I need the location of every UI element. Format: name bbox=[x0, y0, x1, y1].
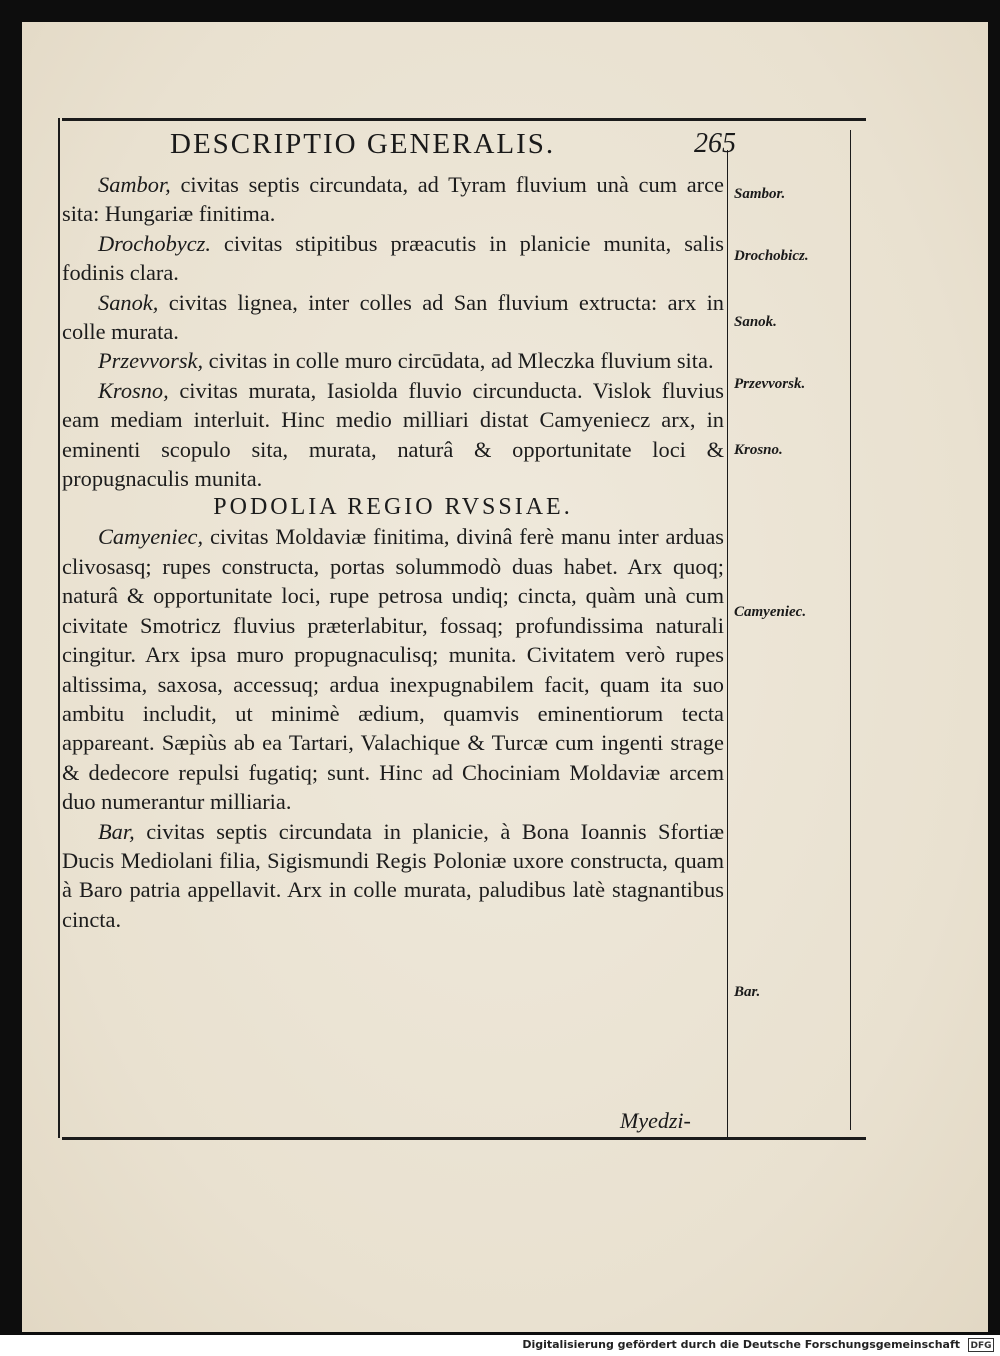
margin-note-sambor: Sambor. bbox=[734, 186, 786, 202]
paragraph-bar bbox=[62, 817, 724, 935]
paragraph-text: civitas Moldaviæ finitima, divinâ ferè manu inter arduas clivosasq; rupes constructa, portas solummodò duas habet. Arx quoq; naturâ & opportunitate loci, rupe petrosa undiq; cincta, quàm unà cum civitate Smotricz fluvius præterlabitur, fossaq; profundissima naturali cingitur. Arx ipsa muro propugnaculisq; munita. Civitatem verò rupes altissima, saxosa, accessuq; ardua inexpugnabilem facit, quam ita suo ambitu includit, ut minimè ædium, quamvis eminentiorum tecta appareant. Sæpiùs ab ea Tartari, Valachique & Turcæ cum ingenti strage & dedecore repulsi fugatiq; sunt. Hinc ad Chociniam Moldaviæ arcem duo numerantur milliaria. bbox=[62, 524, 724, 815]
margin-note-przevvorsk: Przevvorsk. bbox=[734, 376, 806, 392]
place-name: Sanok, bbox=[98, 289, 159, 315]
margin-note-drochobicz: Drochobicz. bbox=[734, 248, 809, 264]
main-text bbox=[62, 170, 724, 934]
place-name: Sambor, bbox=[98, 172, 171, 197]
paragraph-text: civitas septis circundata in planicie, à Bona Ioannis Sfortiæ Ducis Mediolani filia, Sigismundi Regis Poloniæ uxore constructa, quam à Baro patria appellavit. Arx in colle murata, paludibus latè stagnantibus cincta. bbox=[62, 818, 724, 932]
page-number: 265 bbox=[694, 128, 736, 159]
paragraph-text: civitas murata, Iasiolda fluvio circunducta. Vislok fluvius eam mediam interluit. Hinc medio milliari distat Camyeniecz arx, in eminenti scopulo sita, murata, naturâ & opportunitate loci & propugnaculis munita. bbox=[62, 377, 724, 492]
place-name: Przevvorsk, bbox=[98, 348, 204, 374]
dfg-logo: DFG bbox=[968, 1338, 994, 1352]
top-rule bbox=[62, 118, 866, 121]
paragraph-krosno bbox=[62, 376, 724, 494]
paragraph-text: civitas lignea, inter colles ad San fluvium extructa: arx in colle murata. bbox=[62, 289, 724, 345]
paragraph-text: civitas septis circundata, ad Tyram fluvium unà cum arce sita: Hungariæ finitima. bbox=[62, 172, 724, 227]
bottom-rule bbox=[62, 1137, 866, 1140]
paragraph-text: civitas stipitibus præacutis in planicie munita, salis fodinis clara. bbox=[62, 230, 724, 286]
header-title: DESCRIPTIO GENERALIS. bbox=[170, 128, 556, 160]
catchword: Myedzi- bbox=[620, 1108, 691, 1133]
paragraph-camyeniec bbox=[62, 522, 724, 816]
margin-note-bar: Bar. bbox=[734, 984, 761, 1000]
margin-note-krosno: Krosno. bbox=[734, 442, 783, 458]
outer-rule-right bbox=[850, 130, 851, 1130]
place-name: Bar, bbox=[98, 818, 135, 844]
text-rule-right bbox=[727, 150, 728, 1138]
margin-note-sanok: Sanok. bbox=[734, 314, 777, 330]
paragraph-text: civitas in colle muro circūdata, ad Mleczka fluvium sita. bbox=[203, 348, 714, 374]
paragraph-przevvorsk bbox=[62, 346, 724, 375]
running-header bbox=[150, 128, 740, 168]
paragraph-sanok bbox=[62, 288, 724, 347]
place-name: Krosno, bbox=[98, 377, 169, 403]
margin-note-camyeniec: Camyeniec. bbox=[734, 604, 807, 620]
footer-credit: Digitalisierung gefördert durch die Deutsche Forschungsgemeinschaft bbox=[522, 1338, 960, 1351]
place-name: Drochobycz. bbox=[98, 230, 211, 256]
text-rule-left bbox=[58, 118, 60, 1138]
place-name: Camyeniec, bbox=[98, 524, 204, 550]
paragraph-drochobycz bbox=[62, 229, 724, 288]
section-heading: PODOLIA REGIO RVSSIAE. bbox=[213, 494, 573, 521]
footer-bar bbox=[0, 1335, 1000, 1356]
paragraph-sambor bbox=[62, 170, 724, 229]
